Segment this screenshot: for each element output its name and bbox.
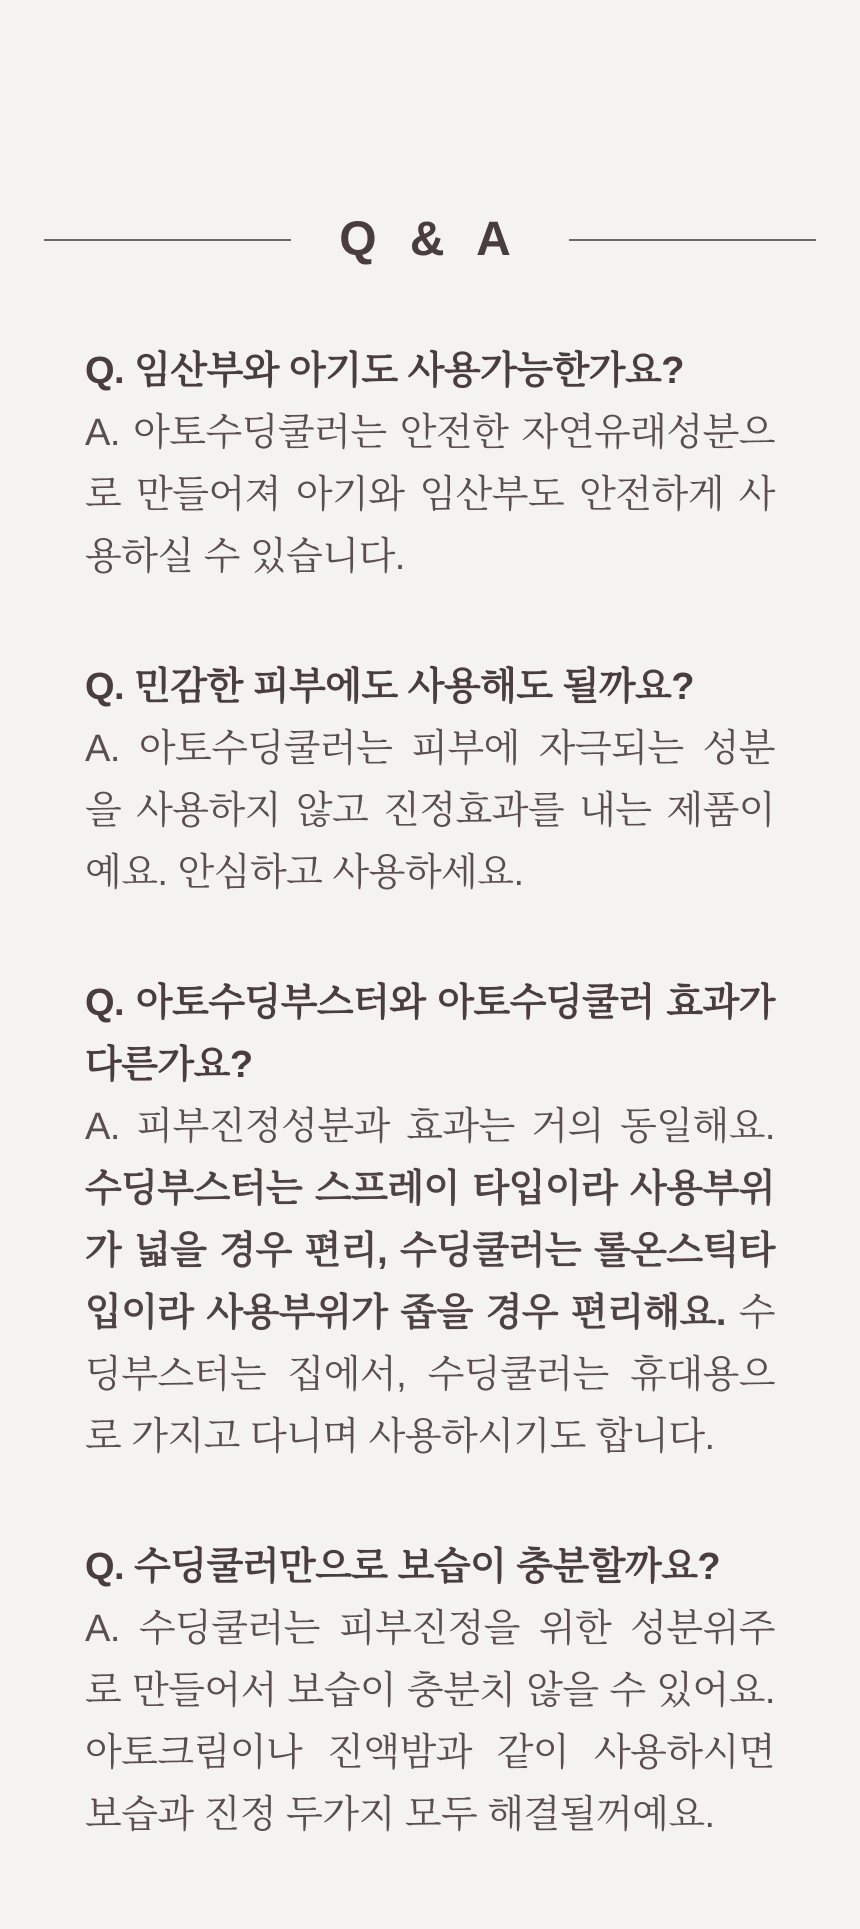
left-divider-line xyxy=(44,239,291,241)
question-text-3: Q. 아토수딩부스터와 아토수딩쿨러 효과가 다른가요? xyxy=(85,982,775,1086)
answer-text-3 xyxy=(85,1096,775,1468)
answer-text-4 xyxy=(85,1598,775,1846)
answer-segment-emphasis: 수딩부스터는 스프레이 타입이라 사용부위가 넓을 경우 편리, 수딩쿨러는 롤온스틱타입이라 사용부위가 좁을 경우 편리해요. xyxy=(85,1168,775,1334)
answer-text-2 xyxy=(85,718,775,904)
answer-segment: A. 수딩쿨러는 피부진정을 위한 성분위주로 만들어서 보습이 충분치 않을 수 있어요. 아토크림이나 진액밤과 같이 사용하시면 보습과 진정 두가지 모두 해결될꺼예요. xyxy=(85,1608,775,1836)
answer-segment: A. 피부진정성분과 효과는 거의 동일해요. xyxy=(85,1106,775,1148)
qa-list xyxy=(0,340,860,1846)
question-text-1: Q. 임산부와 아기도 사용가능한가요? xyxy=(85,350,684,392)
answer-text-1 xyxy=(85,402,775,588)
qa-item-2 xyxy=(85,656,775,904)
qa-header xyxy=(0,0,860,268)
qa-item-3 xyxy=(85,972,775,1468)
right-divider-line xyxy=(569,239,816,241)
question-text-2: Q. 민감한 피부에도 사용해도 될까요? xyxy=(85,666,694,708)
qa-title: Q & A xyxy=(339,213,521,266)
qa-item-1 xyxy=(85,340,775,588)
answer-segment: A. 아토수딩쿨러는 피부에 자극되는 성분을 사용하지 않고 진정효과를 내는 제품이예요. 안심하고 사용하세요. xyxy=(85,728,775,894)
answer-segment: A. 아토수딩쿨러는 안전한 자연유래성분으로 만들어져 아기와 임산부도 안전하게 사용하실 수 있습니다. xyxy=(85,412,775,578)
qa-item-4 xyxy=(85,1536,775,1846)
answer-segment: 수딩부스터는 집에서, 수딩쿨러는 휴대용으로 가지고 다니며 사용하시기도 합니다. xyxy=(85,1292,775,1458)
question-text-4: Q. 수딩쿨러만으로 보습이 충분할까요? xyxy=(85,1546,721,1588)
